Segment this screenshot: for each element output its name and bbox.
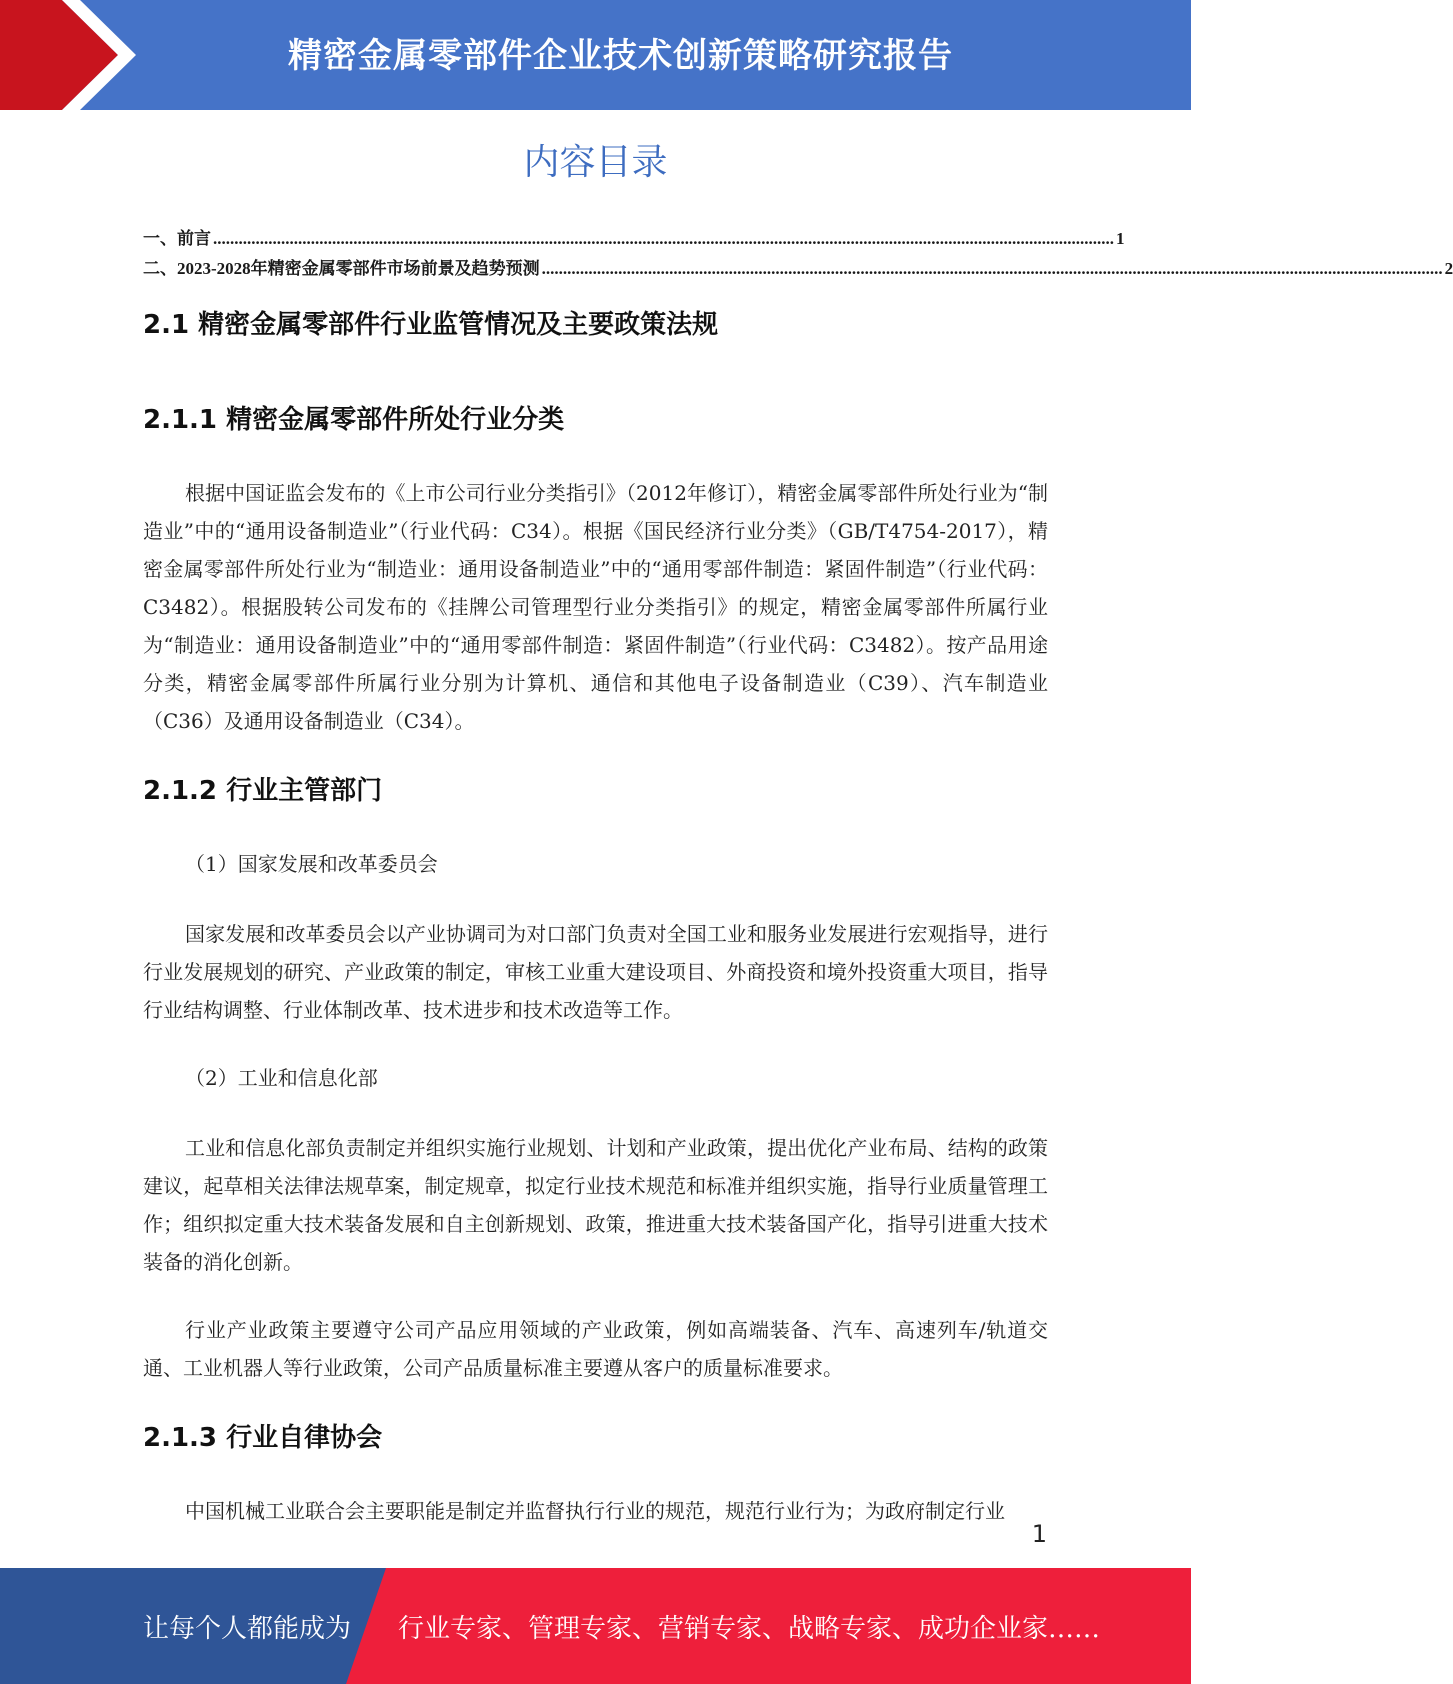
report-title: 精密金属零部件企业技术创新策略研究报告 [288, 35, 953, 76]
footer-banner [0, 1568, 1191, 1684]
section-heading-2-1-2: 2.1.2 行业主管部门 [143, 776, 383, 806]
paragraph-ndrc: 国家发展和改革委员会以产业协调司为对口部门负责对全国工业和服务业发展进行宏观指导，进行行业发展规划的研究、产业政策的制定，审核工业重大建设项目、外商投资和境外投资重大项目，指导行业结构调整、行业体制改革、技术进步和技术改造等工作。 [143, 922, 1048, 1022]
toc-item-label: 二、2023-2028年精密金属零部件市场前景及趋势预测 [143, 259, 540, 278]
section-heading-2-1-1: 2.1.1 精密金属零部件所处行业分类 [143, 405, 565, 435]
paragraph-industry-classification: 根据中国证监会发布的《上市公司行业分类指引》（2012年修订），精密金属零部件所处行业为“制造业”中的“通用设备制造业”（行业代码：C34）。根据《国民经济行业分类》（GB/T4754-2017），精密金属零部件所处行业为“制造业：通用设备制造业”中的“通用零部件制造：紧固件制造”（行业代码：C3482）。根据股转公司发布的《挂牌公司管理型行业分类指引》的规定，精密金属零部件所属行业为“制造业：通用设备制造业”中的“通用零部件制造：紧固件制造”（行业代码：C3482）。按产品用途分类，精密金属零部件所属行业分别为计算机、通信和其他电子设备制造业（C39）、汽车制造业（C36）及通用设备制造业（C34）。 [143, 481, 1048, 733]
toc-item-market-forecast[interactable] [143, 254, 1453, 284]
document-body [143, 296, 1048, 1560]
footer-slogan-right: 行业专家、管理专家、营销专家、战略专家、成功企业家…… [398, 1613, 1101, 1644]
subheading-ndrc: （1）国家发展和改革委员会 [185, 852, 438, 876]
toc-item-page: 1 [1116, 229, 1125, 248]
toc-item-preface[interactable] [143, 224, 1125, 254]
paragraph-industry-policy: 行业产业政策主要遵守公司产品应用领域的产业政策，例如高端装备、汽车、高速列车/轨道交通、工业机器人等行业政策，公司产品质量标准主要遵从客户的质量标准要求。 [143, 1318, 1048, 1380]
paragraph-miit: 工业和信息化部负责制定并组织实施行业规划、计划和产业政策，提出优化产业布局、结构的政策建议，起草相关法律法规草案，制定规章，拟定行业技术规范和标准并组织实施，指导行业质量管理工作；组织拟定重大技术装备发展和自主创新规划、政策，推进重大技术装备国产化，指导引进重大技术装备的消化创新。 [143, 1136, 1048, 1274]
toc-leader-dots: .................................................................................................................................................................................................................... [541, 259, 1443, 278]
paragraph-industry-association: 中国机械工业联合会主要职能是制定并监督执行行业的规范，规范行业行为；为政府制定行业 [185, 1499, 1005, 1523]
subheading-miit: （2）工业和信息化部 [185, 1066, 378, 1090]
toc-item-page: 2 [1444, 259, 1453, 278]
header-banner [0, 0, 1191, 110]
toc-title: 内容目录 [523, 142, 668, 183]
section-heading-2-1: 2.1 精密金属零部件行业监管情况及主要政策法规 [143, 310, 719, 340]
toc-item-label: 一、前言 [143, 229, 211, 248]
page-number: 1 [1031, 1520, 1047, 1548]
section-heading-2-1-3: 2.1.3 行业自律协会 [143, 1423, 383, 1453]
toc-leader-dots: .................................................................................................................................................................................................................... [213, 229, 1114, 248]
table-of-contents [143, 224, 1453, 284]
footer-slogan-left: 让每个人都能成为 [143, 1613, 352, 1644]
header-chevron-icon [0, 0, 160, 110]
